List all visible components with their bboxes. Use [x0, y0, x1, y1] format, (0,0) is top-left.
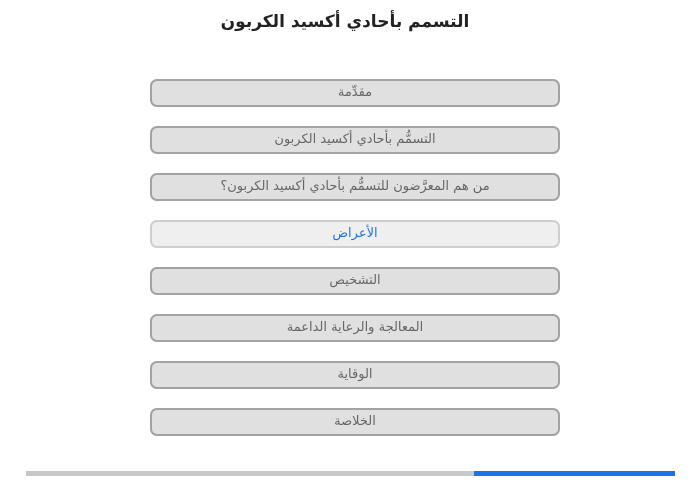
menu-item-co-poisoning[interactable]: التسمُّم بأحادي أكسيد الكربون: [150, 126, 560, 154]
menu-item-summary[interactable]: الخلاصة: [150, 408, 560, 436]
menu-item-prevention[interactable]: الوقاية: [150, 361, 560, 389]
progress-bar-fill: [474, 471, 675, 476]
progress-bar: [26, 471, 675, 476]
page-title: التسمم بأحادي أكسيد الكربون: [220, 12, 470, 32]
menu-item-diagnosis[interactable]: التشخيص: [150, 267, 560, 295]
menu-item-who-is-at-risk[interactable]: من هم المعرَّضون للتسمُّم بأحادي أكسيد الكربون؟: [150, 173, 560, 201]
section-menu: [150, 79, 560, 455]
menu-item-symptoms[interactable]: الأعراض: [150, 220, 560, 248]
menu-item-introduction[interactable]: مقدِّمة: [150, 79, 560, 107]
menu-item-treatment[interactable]: المعالجة والرعاية الداعمة: [150, 314, 560, 342]
